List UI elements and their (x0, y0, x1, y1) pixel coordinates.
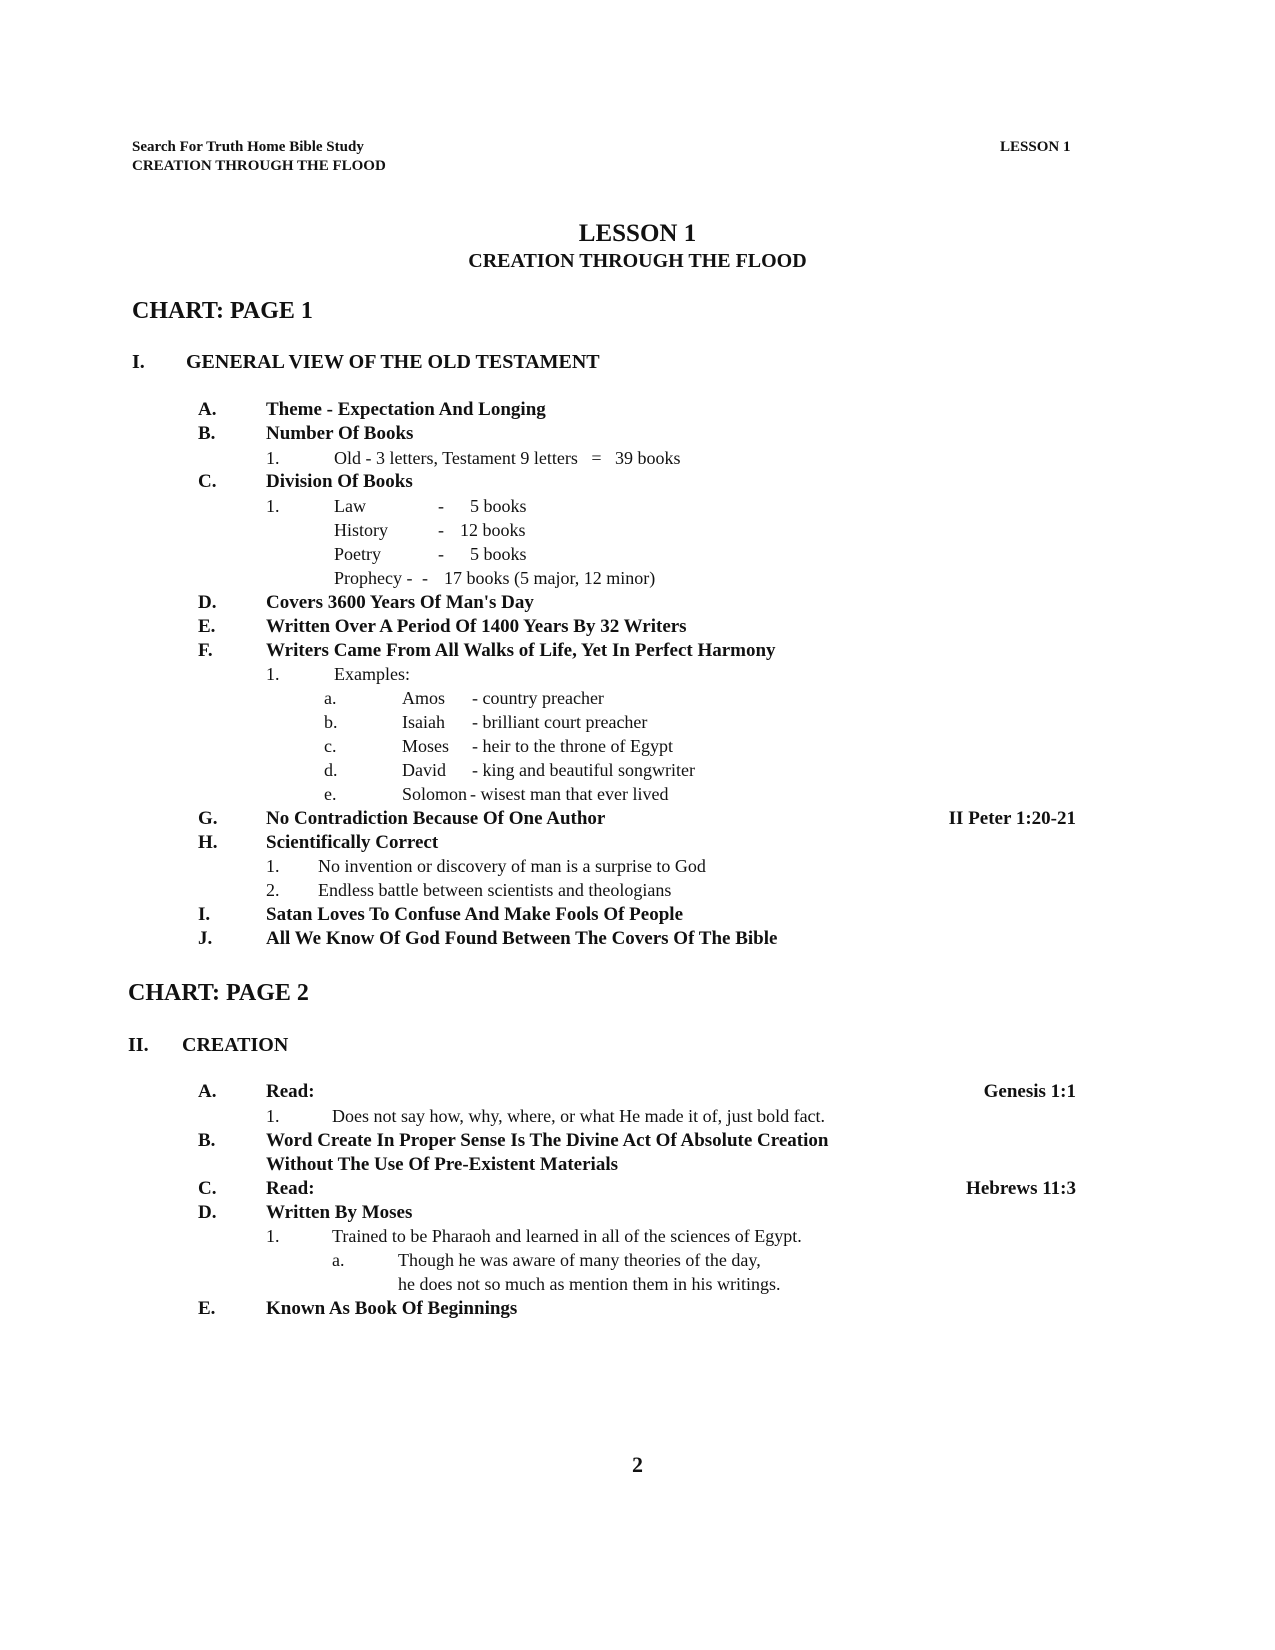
outline-subitem-bold-fact: Does not say how, why, where, or what He made it of, just bold fact. (332, 1106, 826, 1126)
header-lesson-subtitle: CREATION THROUGH THE FLOOD (132, 158, 386, 174)
division-count: 12 books (460, 520, 526, 540)
outline-item-no-contradiction: No Contradiction Because Of One Author (266, 808, 606, 829)
example-name: Solomon (402, 784, 468, 804)
page-number: 2 (632, 1452, 643, 1477)
example-letter: a. (324, 688, 337, 708)
outline-number: 1. (266, 448, 280, 468)
outline-letter: F. (198, 640, 213, 661)
outline-number: 2. (266, 880, 280, 900)
outline-item-written-over: Written Over A Period Of 1400 Years By 32 Writers (266, 616, 687, 637)
example-name: Moses (402, 736, 450, 756)
outline-item-all-we-know: All We Know Of God Found Between The Covers Of The Bible (266, 928, 778, 949)
outline-letter: D. (198, 1202, 217, 1223)
division-dash: - (438, 496, 444, 516)
outline-letter: C. (198, 471, 217, 492)
outline-item-writers: Writers Came From All Walks of Life, Yet In Perfect Harmony (266, 640, 776, 661)
division-count: 17 books (5 major, 12 minor) (444, 568, 656, 588)
example-desc: - brilliant court preacher (472, 712, 648, 732)
outline-letter: I. (198, 904, 211, 925)
section-1-title: GENERAL VIEW OF THE OLD TESTAMENT (186, 351, 600, 373)
outline-item-number-of-books: Number Of Books (266, 423, 414, 444)
chart-page-2-heading: CHART: PAGE 2 (128, 980, 309, 1006)
example-name: Amos (402, 688, 446, 708)
outline-subitem-examples: Examples: (334, 664, 410, 684)
division-name: Poetry (334, 544, 381, 564)
outline-subitem-no-invention: No invention or discovery of man is a surprise to God (318, 856, 706, 876)
outline-item-theme: Theme - Expectation And Longing (266, 399, 546, 420)
example-desc: - king and beautiful songwriter (472, 760, 695, 780)
division-dash: - (422, 568, 428, 588)
outline-subitem-trained: Trained to be Pharaoh and learned in all of the sciences of Egypt. (332, 1226, 802, 1246)
section-1-number: I. (132, 351, 145, 373)
outline-item-read: Read: (266, 1081, 315, 1102)
outline-number: 1. (266, 664, 280, 684)
header-study-title: Search For Truth Home Bible Study (132, 139, 364, 155)
outline-letter: C. (198, 1178, 217, 1199)
outline-letter: G. (198, 808, 218, 829)
division-count: 5 books (470, 544, 527, 564)
scripture-reference: Hebrews 11:3 (966, 1178, 1076, 1199)
outline-subitem-letters: Old - 3 letters, Testament 9 letters = 39 books (334, 448, 681, 468)
outline-item-scientifically-correct: Scientifically Correct (266, 832, 439, 853)
section-2-title: CREATION (182, 1034, 289, 1056)
example-name: Isaiah (402, 712, 445, 732)
outline-item-covers-years: Covers 3600 Years Of Man's Day (266, 592, 534, 613)
example-desc: - wisest man that ever lived (470, 784, 669, 804)
division-count: 5 books (470, 496, 527, 516)
division-name: Law (334, 496, 366, 516)
lesson-subtitle: CREATION THROUGH THE FLOOD (468, 250, 807, 272)
outline-item-read: Read: (266, 1178, 315, 1199)
outline-letter: B. (198, 423, 216, 444)
outline-letter: A. (198, 399, 217, 420)
outline-letter: D. (198, 592, 217, 613)
division-name: Prophecy - (334, 568, 413, 588)
outline-letter: H. (198, 832, 218, 853)
division-name: History (334, 520, 388, 540)
outline-number: 1. (266, 1226, 280, 1246)
outline-subitem-endless-battle: Endless battle between scientists and theologians (318, 880, 672, 900)
scripture-reference: Genesis 1:1 (983, 1081, 1076, 1102)
outline-item-satan: Satan Loves To Confuse And Make Fools Of People (266, 904, 683, 925)
example-letter: d. (324, 760, 338, 780)
outline-letter: E. (198, 1298, 216, 1319)
outline-letter: E. (198, 616, 216, 637)
section-2-number: II. (128, 1034, 149, 1056)
example-desc: - heir to the throne of Egypt (472, 736, 673, 756)
scripture-reference: II Peter 1:20-21 (948, 808, 1076, 829)
outline-subletter: a. (332, 1250, 345, 1270)
outline-letter: J. (198, 928, 213, 949)
outline-item-written-by-moses: Written By Moses (266, 1202, 413, 1223)
example-letter: c. (324, 736, 337, 756)
outline-item-word-create: Word Create In Proper Sense Is The Divine Act Of Absolute Creation (266, 1130, 829, 1151)
example-name: David (402, 760, 446, 780)
outline-item-division-of-books: Division Of Books (266, 471, 413, 492)
outline-subsubitem-theories-continued: he does not so much as mention them in his writings. (398, 1274, 781, 1294)
outline-item-word-create-continued: Without The Use Of Pre-Existent Materials (266, 1154, 618, 1175)
division-dash: - (438, 544, 444, 564)
lesson-title: LESSON 1 (578, 220, 697, 247)
outline-number: 1. (266, 856, 280, 876)
division-dash: - (438, 520, 444, 540)
example-letter: b. (324, 712, 338, 732)
outline-number: 1. (266, 496, 280, 516)
example-letter: e. (324, 784, 337, 804)
chart-page-1-heading: CHART: PAGE 1 (132, 298, 313, 324)
example-desc: - country preacher (472, 688, 604, 708)
outline-letter: B. (198, 1130, 216, 1151)
outline-subsubitem-theories: Though he was aware of many theories of the day, (398, 1250, 761, 1270)
outline-item-book-of-beginnings: Known As Book Of Beginnings (266, 1298, 518, 1319)
outline-letter: A. (198, 1081, 217, 1102)
outline-number: 1. (266, 1106, 280, 1126)
header-lesson-number: LESSON 1 (1000, 139, 1071, 155)
